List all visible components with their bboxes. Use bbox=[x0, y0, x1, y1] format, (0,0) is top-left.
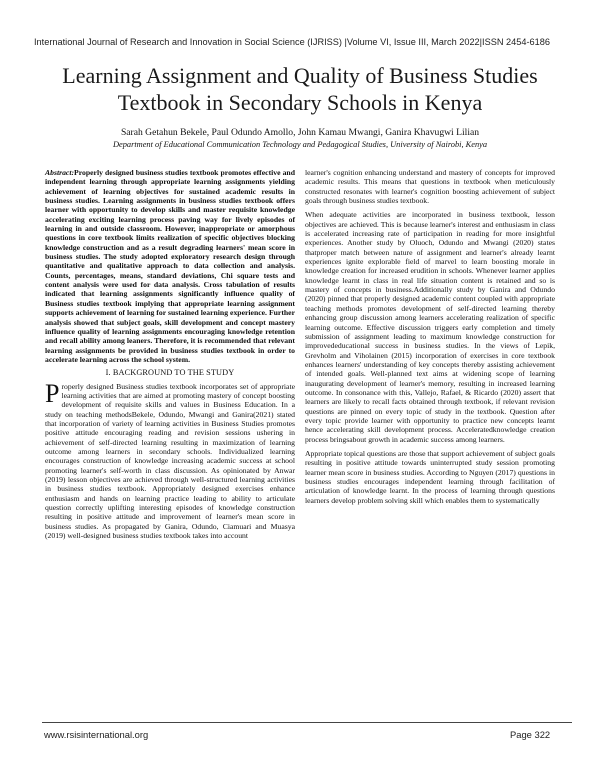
footer-page-number: Page 322 bbox=[510, 729, 551, 740]
background-paragraph bbox=[45, 378, 295, 541]
footer-divider bbox=[42, 722, 572, 723]
abstract-label: Abstract: bbox=[45, 168, 75, 177]
right-paragraph-3: Appropriate topical questions are those that support achievement of subject goals resulting in positive attitude towards uninterrupted study session promoting learner mean score in business studies. According to Nguyen (2017) questions in business studies encourages independent learning through facilitation of articulation of knowledge learnt. In the process of learning through questions learners develop problem solving skill which enables them to systematically bbox=[305, 448, 555, 505]
abstract bbox=[45, 168, 295, 364]
abstract-text: Properly designed business studies textbook promotes effective and independent learning through appropriate learning assignments yielding achievement of learning objectives for sustained academic results in business studies. Learning assignments in business studies textbook offers learner with opportunity to develop skills and master requisite knowledge accelerating exciting learning process paving way for lively episodes of learning in and outside classroom. However, inappropriate or amorphous questions in core textbook limits realization of specific objectives blocking knowledge construction and as a result degrading learners' mean score in business studies. The study adopted exploratory research design through quantitative and qualitative approach to data collection and analysis. Counts, percentages, means, standard deviations, Chi square tests and content analysis were used for data analysis. Cross tabulation of results indicated that learning assignments significantly influence quality of Business studies textbook implying that appropriate learning assignment supports achievement of learning for sustained learning experience. Further analysis showed that subject goals, skill development and concept mastery influence quality of learning assignments encouraging knowledge retention and recall ability among leaners. Therefore, it is recommended that relevant learning assignments be provided in business studies textbook in order to accelerate learning across the school system. bbox=[45, 168, 295, 364]
left-column bbox=[45, 168, 295, 545]
footer-website: www.rsisinternational.org bbox=[44, 729, 149, 740]
drop-cap: P bbox=[45, 378, 60, 408]
paper-affiliation: Department of Educational Communication Technology and Pedagogical Studies, University of Nairobi, Kenya bbox=[112, 140, 488, 149]
section-heading-background: I. BACKGROUND TO THE STUDY bbox=[105, 368, 235, 378]
right-paragraph-2: When adequate activities are incorporated in business textbook, lesson objectives are achieved. This is because learner's interest and enthusiasm in class is accelerated increasing rate of participation in reading for more insightful experiences. Another study by Oluoch, Odundo and Mwangi (2020) states thatproper match between nature of assignment and learner's already learnt experiences ignite explorable field of marvel to learn boosting morale in knowledge creation for increased erudition in schools. Whenever learner applies knowledge learnt in class in real life situation content is retained and so is mastery of concepts in business.Additionally study by Ganira and Odundo (2020) pinned that properly designed academic content coupled with appropriate teaching methods promotes development of self-directed learning thereby enhancing group discussion among learners accelerating realization of specific learning outcome. Effective discussion triggers early completion and timely submission of assignment leading to maximum knowledge construction for improvededucational success in business studies. In the views of Lepik, Grevholm and Viholainen (2015) incorporation of exercises in core textbook enhances learners' understanding of key concepts thereby assisting achievement of intended goals. Well-planned text aims at widening scope of learning inaugurating development of learner's memory, resulting in increased learning outcome. In consonance with this, Vallejo, Rafael, & Ricardo (2020) assert that learners are likely to recall facts obtained through textbook, if relevant revision questions are pinned on every topic of study in the textbook. Question after every topic provide learner with opportunity to practice new concepts learnt hence accelerating skill development process. Acceleratedknowledge creation process bringsabout growth in academic success among learners. bbox=[305, 210, 555, 444]
background-paragraph-text: roperly designed Business studies textbook incorporates set of appropriate learning activities that are aimed at promoting mastery of concept boosting development of requisite skills and values in Business Education. In a study on teaching methodsBekele, Odundo, Mwangi and Ganira(2021) stated that incorporation of variety of learning activities in Business Studies promotes positive attitude encouraging reading and revision sessions ushering in achievement of self-directed learning resulting in maximization of learning outcome among learners in secondary schools. Individualized learning encourages construction of knowledge increasing academic success at school promoting learner's self-worth in class discussion. As opinionated by Anwar (2019) lesson objectives are achieved through well-structured learning activities in business studies textbook. Appropriately designed exercises enhance enthusiasm and hands on learning practice leading to ability to articulate question correctly uplifting interesting episodes of knowledge construction resulting in positive attitude and improvement of learner's mean score in business studies. As propagated by Ganira, Odundo, Ciamuari and Muasya (2019) well-designed business studies textbook takes into account bbox=[45, 381, 295, 541]
paper-authors: Sarah Getahun Bekele, Paul Odundo Amollo, John Kamau Mwangi, Ganira Khavugwi Lilian bbox=[120, 127, 480, 138]
right-column bbox=[305, 168, 555, 510]
right-paragraph-1: learner's cognition enhancing understand and mastery of concepts for improved academic results. This means that questions in textbook when meticulously constructed resonates with learner's cognition boosting achievement of subject goals through business studies textbook. bbox=[305, 168, 555, 206]
journal-header: International Journal of Research and Innovation in Social Science (IJRISS) |Volume VI, Issue III, March 2022|ISSN 2454-6186 bbox=[34, 37, 550, 47]
paper-title: Learning Assignment and Quality of Business Studies Textbook in Secondary Schools in Kenya bbox=[62, 63, 538, 115]
